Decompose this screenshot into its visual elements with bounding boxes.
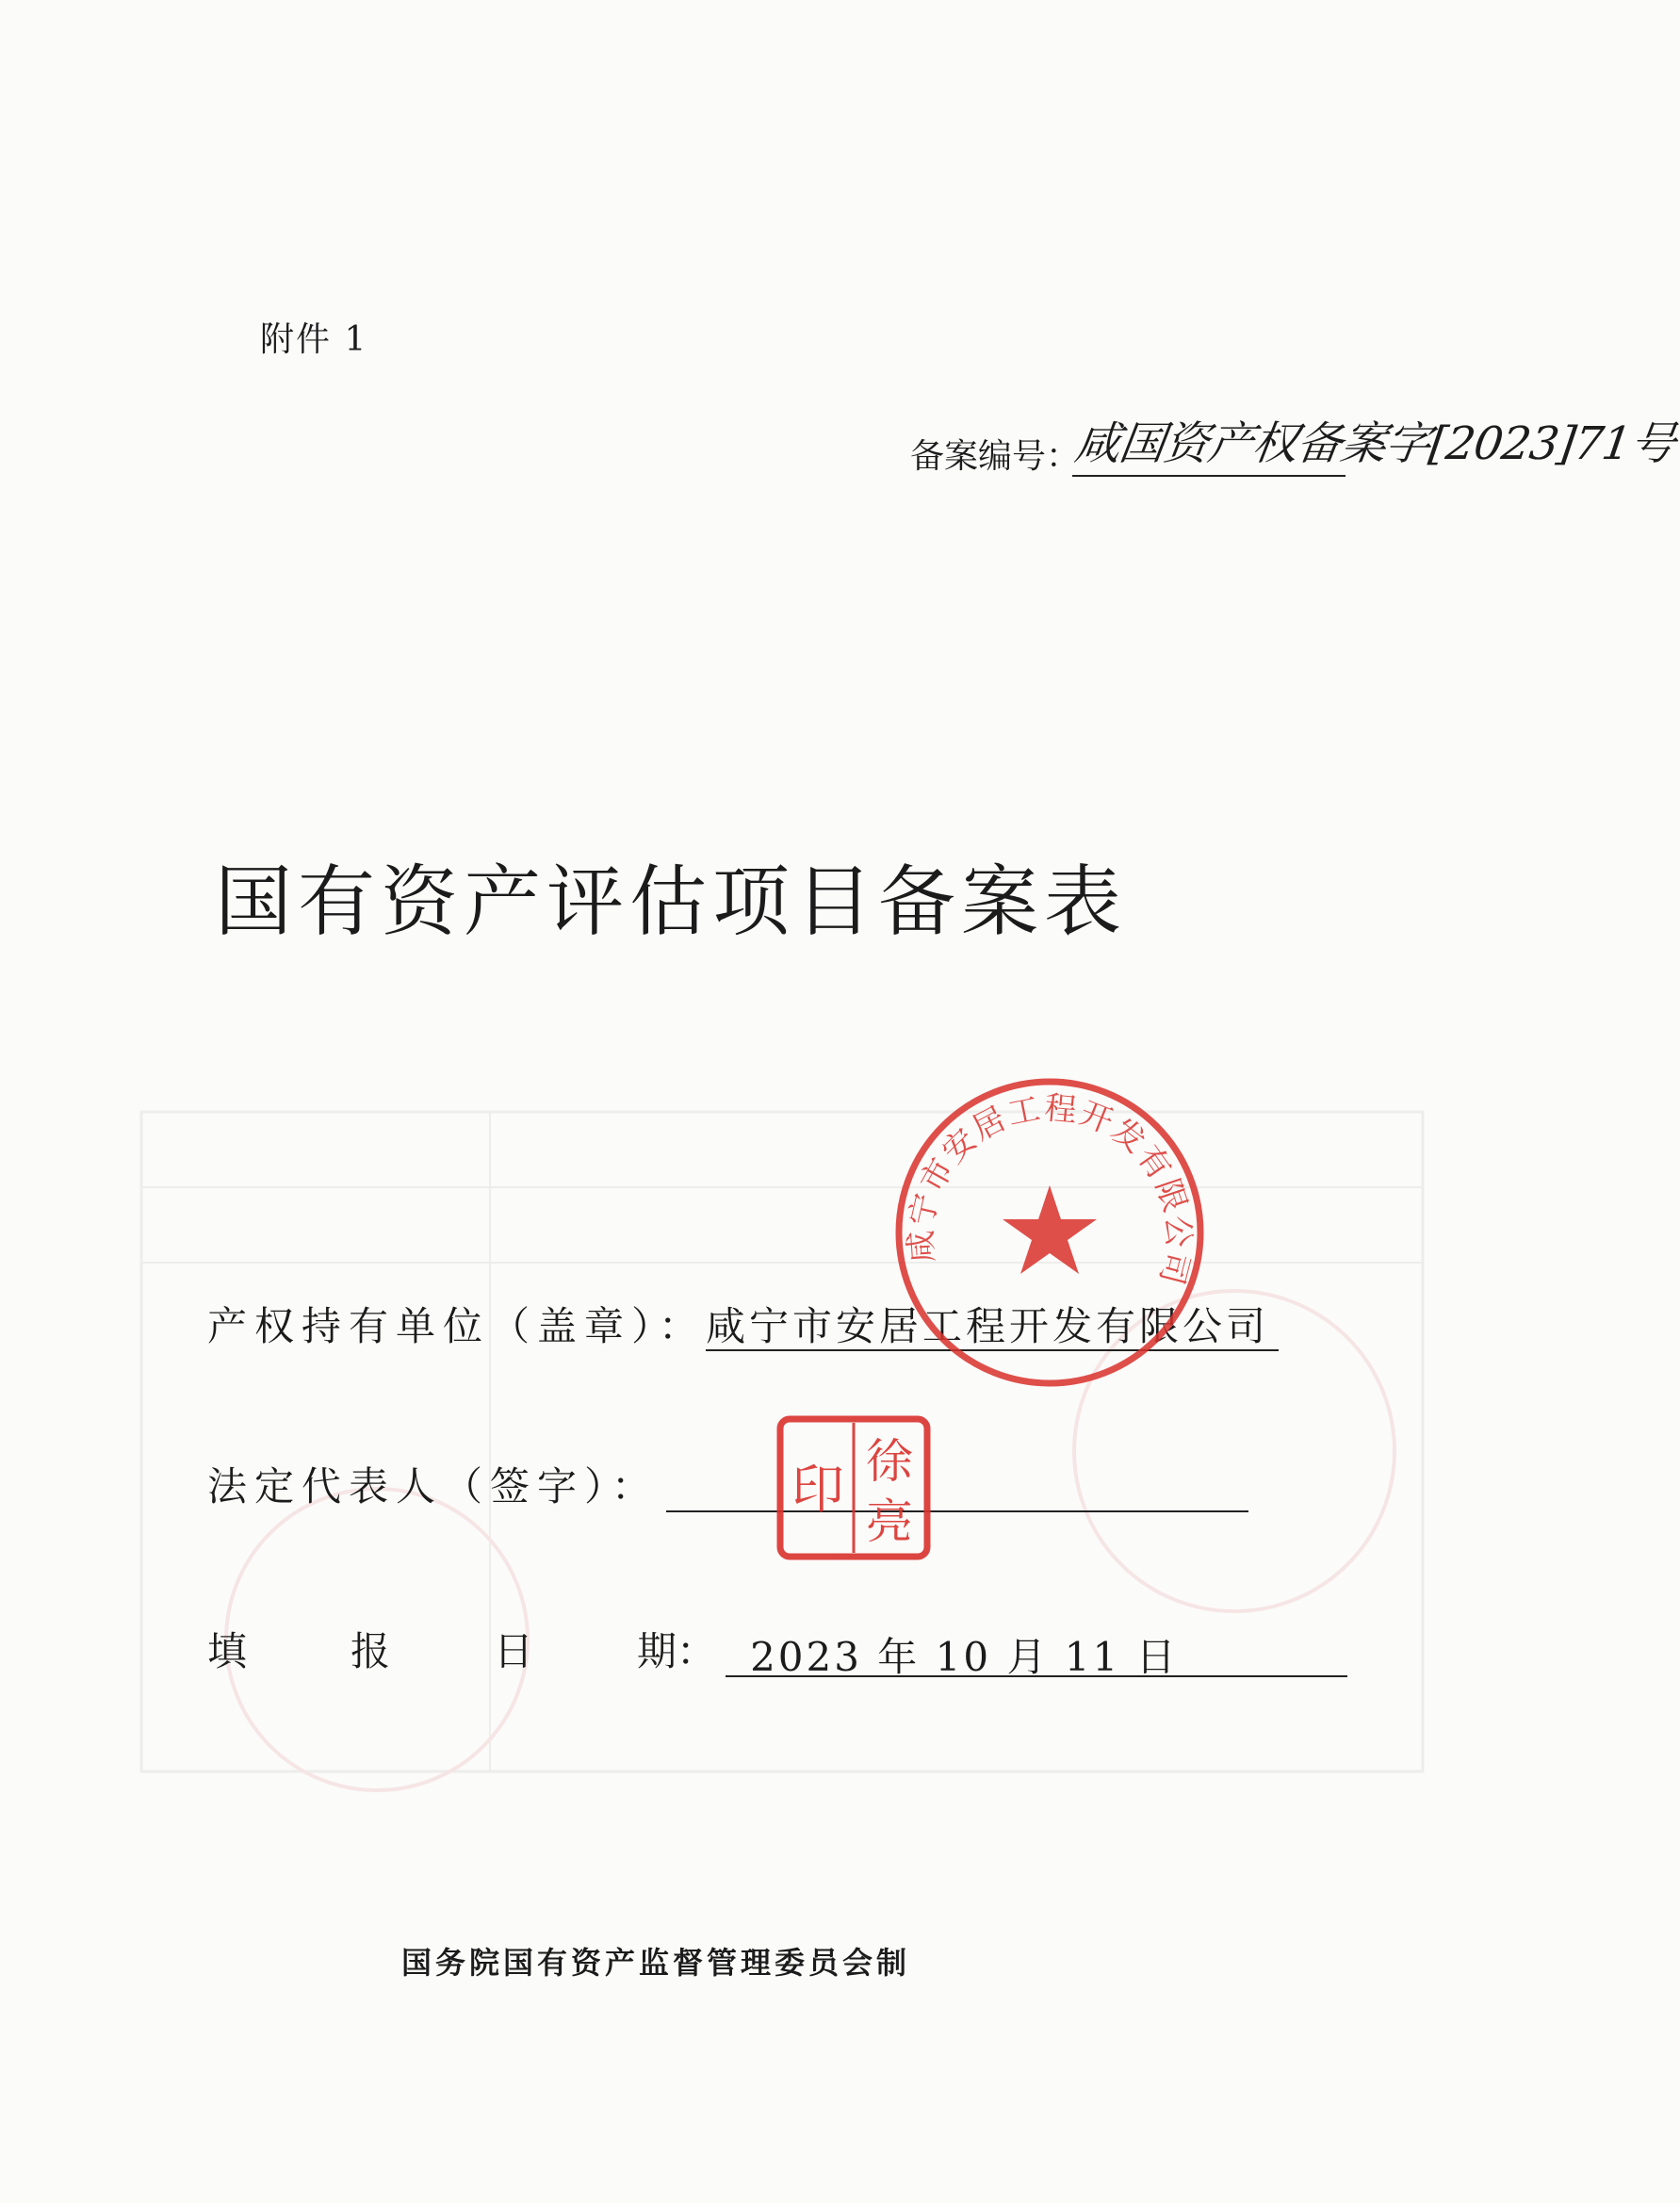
legal-rep-row: [207, 1456, 1248, 1512]
issuer-footer: 国务院国有资产监督管理委员会制: [401, 1945, 911, 1981]
fill-date-label-char: 填: [207, 1628, 248, 1674]
record-number-label: 备案编号：: [910, 437, 1081, 476]
name-seal: [775, 1413, 933, 1562]
fill-date-label-char: 报: [351, 1628, 391, 1674]
company-seal-text: 咸宁市安居工程开发有限公司: [902, 1089, 1198, 1291]
holder-value: 咸宁市安居工程开发有限公司: [706, 1303, 1279, 1351]
fill-date-line: [726, 1626, 1347, 1680]
fill-date-row: [207, 1621, 1347, 1680]
attachment-label: 附件 1: [260, 320, 368, 359]
seal-star-icon: [1003, 1185, 1097, 1274]
legal-rep-signature-line: [666, 1463, 1248, 1512]
record-number: [910, 407, 1679, 482]
name-seal-char: 徐: [866, 1434, 913, 1489]
record-number-underline: [1072, 475, 1346, 477]
fill-date-label-char: 期：: [637, 1628, 717, 1674]
page-title: 国有资产评估项目备案表: [215, 857, 1128, 947]
name-seal-char: 亮: [866, 1494, 913, 1549]
name-seal-char: 印: [791, 1460, 844, 1521]
legal-rep-label: 法定代表人（签字）：: [207, 1463, 660, 1509]
company-seal: [889, 1072, 1210, 1393]
record-number-handwritten: 咸国资产权备案字[2023]71号: [1071, 417, 1679, 470]
holder-label: 产权持有单位（盖章）：: [207, 1303, 707, 1349]
fill-date-label-char: 日: [494, 1628, 534, 1674]
fill-date-value: 2023 年 10 月 11 日: [750, 1634, 1179, 1680]
